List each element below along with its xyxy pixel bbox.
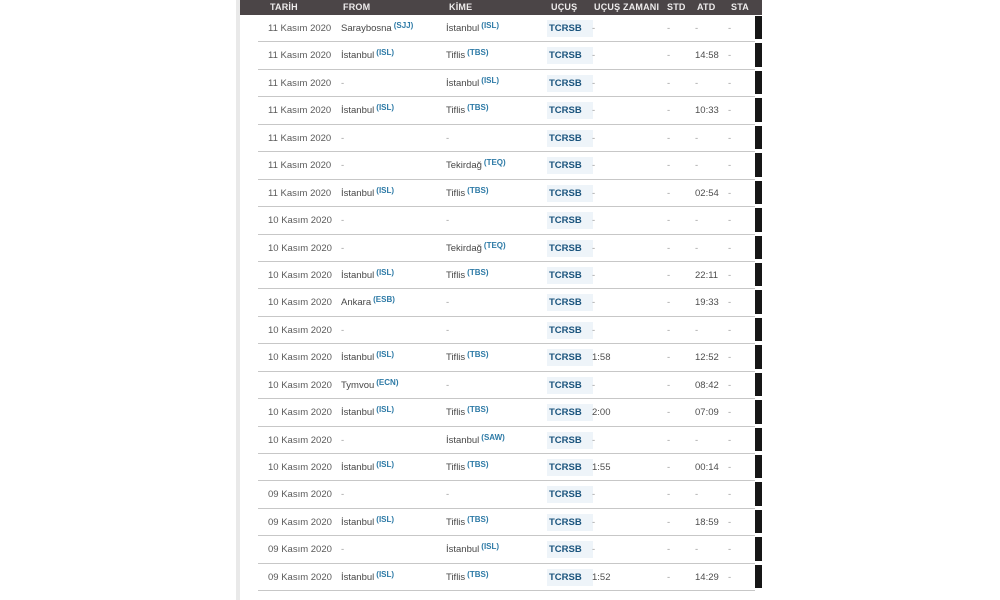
col-header-sta: STA xyxy=(731,2,749,12)
to-city: - xyxy=(446,132,450,144)
atd-cell: 10:33 xyxy=(695,105,719,117)
duration-cell: - xyxy=(592,215,596,227)
to-city: Tekirdağ xyxy=(446,160,482,172)
atd-cell: 08:42 xyxy=(695,379,719,391)
date-cell: 11 Kasım 2020 xyxy=(268,23,332,34)
to-airport-code[interactable]: (TEQ) xyxy=(483,158,506,168)
std-cell: - xyxy=(667,434,671,446)
std-cell: - xyxy=(667,187,671,199)
date-cell: 09 Kasım 2020 xyxy=(268,516,332,528)
from-airport-code[interactable]: (ISL) xyxy=(376,350,395,360)
from-city: - xyxy=(341,77,345,89)
table-row[interactable] xyxy=(240,564,762,591)
date-cell: 11 Kasım 2020 xyxy=(268,77,332,89)
duration-cell: - xyxy=(592,23,596,34)
table-row[interactable] xyxy=(240,481,762,508)
table-row[interactable] xyxy=(240,509,762,536)
row-accent-bar xyxy=(755,400,762,423)
flight-link[interactable]: TCRSB xyxy=(547,157,593,174)
duration-cell: - xyxy=(592,489,596,501)
to-airport-code[interactable]: (TBS) xyxy=(467,103,489,113)
atd-cell: - xyxy=(695,132,699,144)
std-cell: - xyxy=(667,516,671,528)
date-cell: 10 Kasım 2020 xyxy=(268,242,332,254)
to-airport-code[interactable]: (ISL) xyxy=(481,21,500,30)
row-accent-bar xyxy=(755,510,762,533)
to-city: İstanbul xyxy=(446,434,480,446)
duration-cell: - xyxy=(592,297,596,309)
flight-link[interactable]: TCRSB xyxy=(547,212,593,229)
from-city: - xyxy=(341,324,345,336)
from-airport-code[interactable]: (ISL) xyxy=(376,185,395,195)
to-city: Tiflis xyxy=(446,516,466,528)
to-airport-code[interactable]: (ISL) xyxy=(481,542,500,552)
atd-cell: 18:59 xyxy=(695,516,719,528)
atd-cell: - xyxy=(695,215,699,227)
std-cell: - xyxy=(667,77,671,89)
from-cell xyxy=(341,42,445,69)
row-accent-bar xyxy=(755,345,762,368)
to-cell xyxy=(446,317,548,344)
from-city: İstanbul xyxy=(341,571,375,583)
row-accent-bar xyxy=(755,126,762,149)
from-city: - xyxy=(341,544,345,556)
from-city: İstanbul xyxy=(341,352,375,364)
table-row[interactable] xyxy=(240,317,762,344)
sta-cell: - xyxy=(728,297,732,309)
row-accent-bar xyxy=(755,98,762,121)
to-airport-code[interactable]: (TBS) xyxy=(467,569,489,579)
atd-cell: - xyxy=(695,23,699,34)
col-header-tarih: TARİH xyxy=(270,2,298,12)
table-row[interactable] xyxy=(240,42,762,69)
duration-cell: - xyxy=(592,187,596,199)
row-accent-bar xyxy=(755,263,762,286)
from-cell xyxy=(341,15,445,42)
from-cell xyxy=(341,97,445,124)
std-cell: - xyxy=(667,379,671,391)
from-cell xyxy=(341,235,445,262)
from-city: - xyxy=(341,242,345,254)
flight-link[interactable]: TCRSB xyxy=(547,432,593,449)
flight-link[interactable]: TCRSB xyxy=(547,514,593,531)
to-cell xyxy=(446,42,548,69)
date-cell: 10 Kasım 2020 xyxy=(268,352,332,364)
row-accent-bar xyxy=(755,181,762,204)
to-city: - xyxy=(446,324,450,336)
table-row[interactable] xyxy=(240,235,762,262)
flight-link[interactable]: TCRSB xyxy=(547,486,593,503)
duration-cell: 1:55 xyxy=(592,462,611,473)
to-city: İstanbul xyxy=(446,23,480,34)
atd-cell: - xyxy=(695,544,699,556)
date-cell: 11 Kasım 2020 xyxy=(268,50,332,62)
date-cell: 10 Kasım 2020 xyxy=(268,269,332,281)
to-city: Tiflis xyxy=(446,571,466,583)
std-cell: - xyxy=(667,489,671,501)
from-city: - xyxy=(341,434,345,446)
duration-cell: 1:58 xyxy=(592,352,611,364)
from-airport-code[interactable]: (ESB) xyxy=(373,295,395,305)
from-city: Tymvou xyxy=(341,379,375,391)
atd-cell: 14:58 xyxy=(695,50,719,62)
std-cell: - xyxy=(667,297,671,309)
to-cell xyxy=(446,97,548,124)
row-accent-bar xyxy=(755,208,762,231)
from-airport-code[interactable]: (ISL) xyxy=(376,514,395,524)
date-cell: 10 Kasım 2020 xyxy=(268,434,332,446)
sta-cell: - xyxy=(728,544,732,556)
from-cell xyxy=(341,125,445,152)
col-header-std: STD xyxy=(667,2,686,12)
sta-cell: - xyxy=(728,215,732,227)
date-cell: 11 Kasım 2020 xyxy=(268,160,332,172)
from-airport-code[interactable]: (ISL) xyxy=(376,405,395,415)
flight-link[interactable]: TCRSB xyxy=(547,377,593,394)
row-accent-bar xyxy=(755,537,762,560)
to-city: Tiflis xyxy=(446,105,466,117)
to-city: İstanbul xyxy=(446,544,480,556)
to-cell xyxy=(446,15,548,42)
atd-cell: 19:33 xyxy=(695,297,719,309)
table-body xyxy=(240,15,762,591)
flight-link[interactable]: TCRSB xyxy=(547,541,593,558)
from-airport-code[interactable]: (SJJ) xyxy=(393,21,414,30)
to-cell xyxy=(446,481,548,508)
from-cell xyxy=(341,454,445,481)
to-cell xyxy=(446,262,548,289)
date-cell: 10 Kasım 2020 xyxy=(268,379,332,391)
atd-cell: 22:11 xyxy=(695,269,719,281)
flight-link[interactable]: TCRSB xyxy=(547,349,593,366)
table-row[interactable] xyxy=(240,125,762,152)
from-cell xyxy=(341,399,445,426)
atd-cell: - xyxy=(695,77,699,89)
to-city: Tiflis xyxy=(446,187,466,199)
atd-cell: - xyxy=(695,242,699,254)
to-city: Tiflis xyxy=(446,269,466,281)
table-row[interactable] xyxy=(240,152,762,179)
std-cell: - xyxy=(667,50,671,62)
from-airport-code[interactable]: (ISL) xyxy=(376,460,395,469)
table-row[interactable] xyxy=(240,454,762,481)
atd-cell: - xyxy=(695,160,699,172)
duration-cell: - xyxy=(592,50,596,62)
duration-cell: - xyxy=(592,132,596,144)
sta-cell: - xyxy=(728,516,732,528)
atd-cell: 12:52 xyxy=(695,352,719,364)
table-row[interactable] xyxy=(240,207,762,234)
duration-cell: 2:00 xyxy=(592,407,611,419)
table-row[interactable] xyxy=(240,180,762,207)
from-cell xyxy=(341,207,445,234)
from-airport-code[interactable]: (ISL) xyxy=(376,103,395,113)
row-accent-bar xyxy=(755,318,762,341)
to-airport-code[interactable]: (TBS) xyxy=(467,350,489,360)
flight-link[interactable]: TCRSB xyxy=(547,47,593,64)
row-accent-bar xyxy=(755,373,762,396)
sta-cell: - xyxy=(728,269,732,281)
duration-cell: 1:52 xyxy=(592,571,611,583)
table-row[interactable] xyxy=(240,70,762,97)
std-cell: - xyxy=(667,269,671,281)
from-city: - xyxy=(341,132,345,144)
sta-cell: - xyxy=(728,77,732,89)
from-cell xyxy=(341,317,445,344)
sta-cell: - xyxy=(728,489,732,501)
from-city: Ankara xyxy=(341,297,372,309)
to-city: Tiflis xyxy=(446,462,466,473)
date-cell: 11 Kasım 2020 xyxy=(268,132,332,144)
to-city: Tiflis xyxy=(446,352,466,364)
flight-link[interactable]: TCRSB xyxy=(547,102,593,119)
to-city: Tiflis xyxy=(446,407,466,419)
std-cell: - xyxy=(667,571,671,583)
flight-link[interactable]: TCRSB xyxy=(547,404,593,421)
sta-cell: - xyxy=(728,379,732,391)
row-accent-bar xyxy=(755,236,762,259)
duration-cell: - xyxy=(592,434,596,446)
std-cell: - xyxy=(667,462,671,473)
col-header-atd: ATD xyxy=(697,2,716,12)
std-cell: - xyxy=(667,215,671,227)
to-airport-code[interactable]: (TBS) xyxy=(467,405,489,415)
to-cell xyxy=(446,427,548,454)
table-header-row xyxy=(240,0,762,15)
sta-cell: - xyxy=(728,352,732,364)
std-cell: - xyxy=(667,132,671,144)
table-row[interactable] xyxy=(240,15,762,42)
to-cell xyxy=(446,289,548,316)
row-accent-bar xyxy=(755,565,762,588)
from-city: İstanbul xyxy=(341,187,375,199)
sta-cell: - xyxy=(728,23,732,34)
to-city: - xyxy=(446,297,450,309)
from-cell xyxy=(341,509,445,536)
to-airport-code[interactable]: (TBS) xyxy=(467,514,489,524)
atd-cell: 07:09 xyxy=(695,407,719,419)
row-accent-bar xyxy=(755,153,762,176)
duration-cell: - xyxy=(592,324,596,336)
to-airport-code[interactable]: (TBS) xyxy=(467,48,489,58)
from-airport-code[interactable]: (ISL) xyxy=(376,267,395,277)
table-row[interactable] xyxy=(240,344,762,371)
sta-cell: - xyxy=(728,187,732,199)
sta-cell: - xyxy=(728,324,732,336)
atd-cell: - xyxy=(695,489,699,501)
flight-link[interactable]: TCRSB xyxy=(547,459,593,476)
to-city: İstanbul xyxy=(446,77,480,89)
to-cell xyxy=(446,372,548,399)
from-city: İstanbul xyxy=(341,105,375,117)
to-airport-code[interactable]: (TBS) xyxy=(467,460,489,469)
to-airport-code[interactable]: (TBS) xyxy=(467,267,489,277)
std-cell: - xyxy=(667,407,671,419)
from-cell xyxy=(341,70,445,97)
from-airport-code[interactable]: (ISL) xyxy=(376,48,395,58)
std-cell: - xyxy=(667,242,671,254)
from-city: - xyxy=(341,215,345,227)
atd-cell: 02:54 xyxy=(695,187,719,199)
std-cell: - xyxy=(667,544,671,556)
to-cell xyxy=(446,152,548,179)
from-city: İstanbul xyxy=(341,462,375,473)
sta-cell: - xyxy=(728,242,732,254)
table-row[interactable] xyxy=(240,97,762,124)
row-accent-bar xyxy=(755,71,762,94)
from-cell xyxy=(341,180,445,207)
std-cell: - xyxy=(667,23,671,34)
from-cell xyxy=(341,427,445,454)
sta-cell: - xyxy=(728,132,732,144)
flight-link[interactable]: TCRSB xyxy=(547,20,593,37)
date-cell: 10 Kasım 2020 xyxy=(268,324,332,336)
date-cell: 09 Kasım 2020 xyxy=(268,544,332,556)
table-row[interactable] xyxy=(240,427,762,454)
from-city: İstanbul xyxy=(341,407,375,419)
row-accent-bar xyxy=(755,290,762,313)
from-city: Saraybosna xyxy=(341,23,392,34)
col-header-kime: KİME xyxy=(449,2,473,12)
row-accent-bar xyxy=(755,428,762,451)
flight-link[interactable]: TCRSB xyxy=(547,294,593,311)
duration-cell: - xyxy=(592,242,596,254)
duration-cell: - xyxy=(592,379,596,391)
flight-link[interactable]: TCRSB xyxy=(547,322,593,339)
atd-cell: - xyxy=(695,434,699,446)
flight-link[interactable]: TCRSB xyxy=(547,267,593,284)
row-accent-bar xyxy=(755,43,762,66)
duration-cell: - xyxy=(592,269,596,281)
to-cell xyxy=(446,70,548,97)
col-header-from: FROM xyxy=(343,2,371,12)
to-cell xyxy=(446,509,548,536)
from-airport-code[interactable]: (ECN) xyxy=(376,377,399,387)
flight-link[interactable]: TCRSB xyxy=(547,240,593,257)
sta-cell: - xyxy=(728,105,732,117)
table-row[interactable] xyxy=(240,372,762,399)
std-cell: - xyxy=(667,160,671,172)
from-cell xyxy=(341,481,445,508)
sta-cell: - xyxy=(728,50,732,62)
from-cell xyxy=(341,152,445,179)
to-cell xyxy=(446,207,548,234)
from-cell xyxy=(341,564,445,591)
col-header-ucus-zamani: UÇUŞ ZAMANI xyxy=(594,2,660,12)
date-cell: 09 Kasım 2020 xyxy=(268,571,332,583)
to-cell xyxy=(446,125,548,152)
atd-cell: - xyxy=(695,324,699,336)
sta-cell: - xyxy=(728,407,732,419)
atd-cell: 14:29 xyxy=(695,571,719,583)
from-city: İstanbul xyxy=(341,50,375,62)
row-accent-bar xyxy=(755,482,762,505)
from-cell xyxy=(341,536,445,563)
to-airport-code[interactable]: (TEQ) xyxy=(483,240,506,250)
from-city: İstanbul xyxy=(341,516,375,528)
from-cell xyxy=(341,344,445,371)
date-cell: 10 Kasım 2020 xyxy=(268,297,332,309)
to-cell xyxy=(446,399,548,426)
duration-cell: - xyxy=(592,77,596,89)
table-row[interactable] xyxy=(240,289,762,316)
sta-cell: - xyxy=(728,434,732,446)
from-cell xyxy=(341,262,445,289)
date-cell: 11 Kasım 2020 xyxy=(268,187,332,199)
flight-history-table xyxy=(240,0,762,591)
table-row[interactable] xyxy=(240,399,762,426)
to-city: - xyxy=(446,379,450,391)
date-cell: 10 Kasım 2020 xyxy=(268,407,332,419)
from-airport-code[interactable]: (ISL) xyxy=(376,569,395,579)
to-airport-code[interactable]: (SAW) xyxy=(481,432,505,442)
sta-cell: - xyxy=(728,462,732,473)
to-city: Tiflis xyxy=(446,50,466,62)
duration-cell: - xyxy=(592,516,596,528)
sta-cell: - xyxy=(728,160,732,172)
to-cell xyxy=(446,536,548,563)
to-cell xyxy=(446,344,548,371)
from-city: - xyxy=(341,160,345,172)
from-city: İstanbul xyxy=(341,269,375,281)
duration-cell: - xyxy=(592,544,596,556)
std-cell: - xyxy=(667,352,671,364)
table-row[interactable] xyxy=(240,536,762,563)
duration-cell: - xyxy=(592,160,596,172)
std-cell: - xyxy=(667,324,671,336)
sta-cell: - xyxy=(728,571,732,583)
col-header-ucus: UÇUŞ xyxy=(551,2,578,12)
date-cell: 11 Kasım 2020 xyxy=(268,105,332,117)
to-cell xyxy=(446,235,548,262)
from-city: - xyxy=(341,489,345,501)
flight-link[interactable]: TCRSB xyxy=(547,569,593,586)
to-cell xyxy=(446,454,548,481)
from-cell xyxy=(341,372,445,399)
to-airport-code[interactable]: (TBS) xyxy=(467,185,489,195)
date-cell: 10 Kasım 2020 xyxy=(268,215,332,227)
date-cell: 10 Kasım 2020 xyxy=(268,462,332,473)
to-cell xyxy=(446,180,548,207)
from-cell xyxy=(341,289,445,316)
std-cell: - xyxy=(667,105,671,117)
flight-link[interactable]: TCRSB xyxy=(547,130,593,147)
to-city: - xyxy=(446,489,450,501)
flight-link[interactable]: TCRSB xyxy=(547,75,593,92)
duration-cell: - xyxy=(592,105,596,117)
to-cell xyxy=(446,564,548,591)
to-city: - xyxy=(446,215,450,227)
flight-link[interactable]: TCRSB xyxy=(547,185,593,202)
to-airport-code[interactable]: (ISL) xyxy=(481,75,500,85)
row-accent-bar xyxy=(755,455,762,478)
table-row[interactable] xyxy=(240,262,762,289)
atd-cell: 00:14 xyxy=(695,462,719,473)
date-cell: 09 Kasım 2020 xyxy=(268,489,332,501)
to-city: Tekirdağ xyxy=(446,242,482,254)
row-accent-bar xyxy=(755,16,762,39)
